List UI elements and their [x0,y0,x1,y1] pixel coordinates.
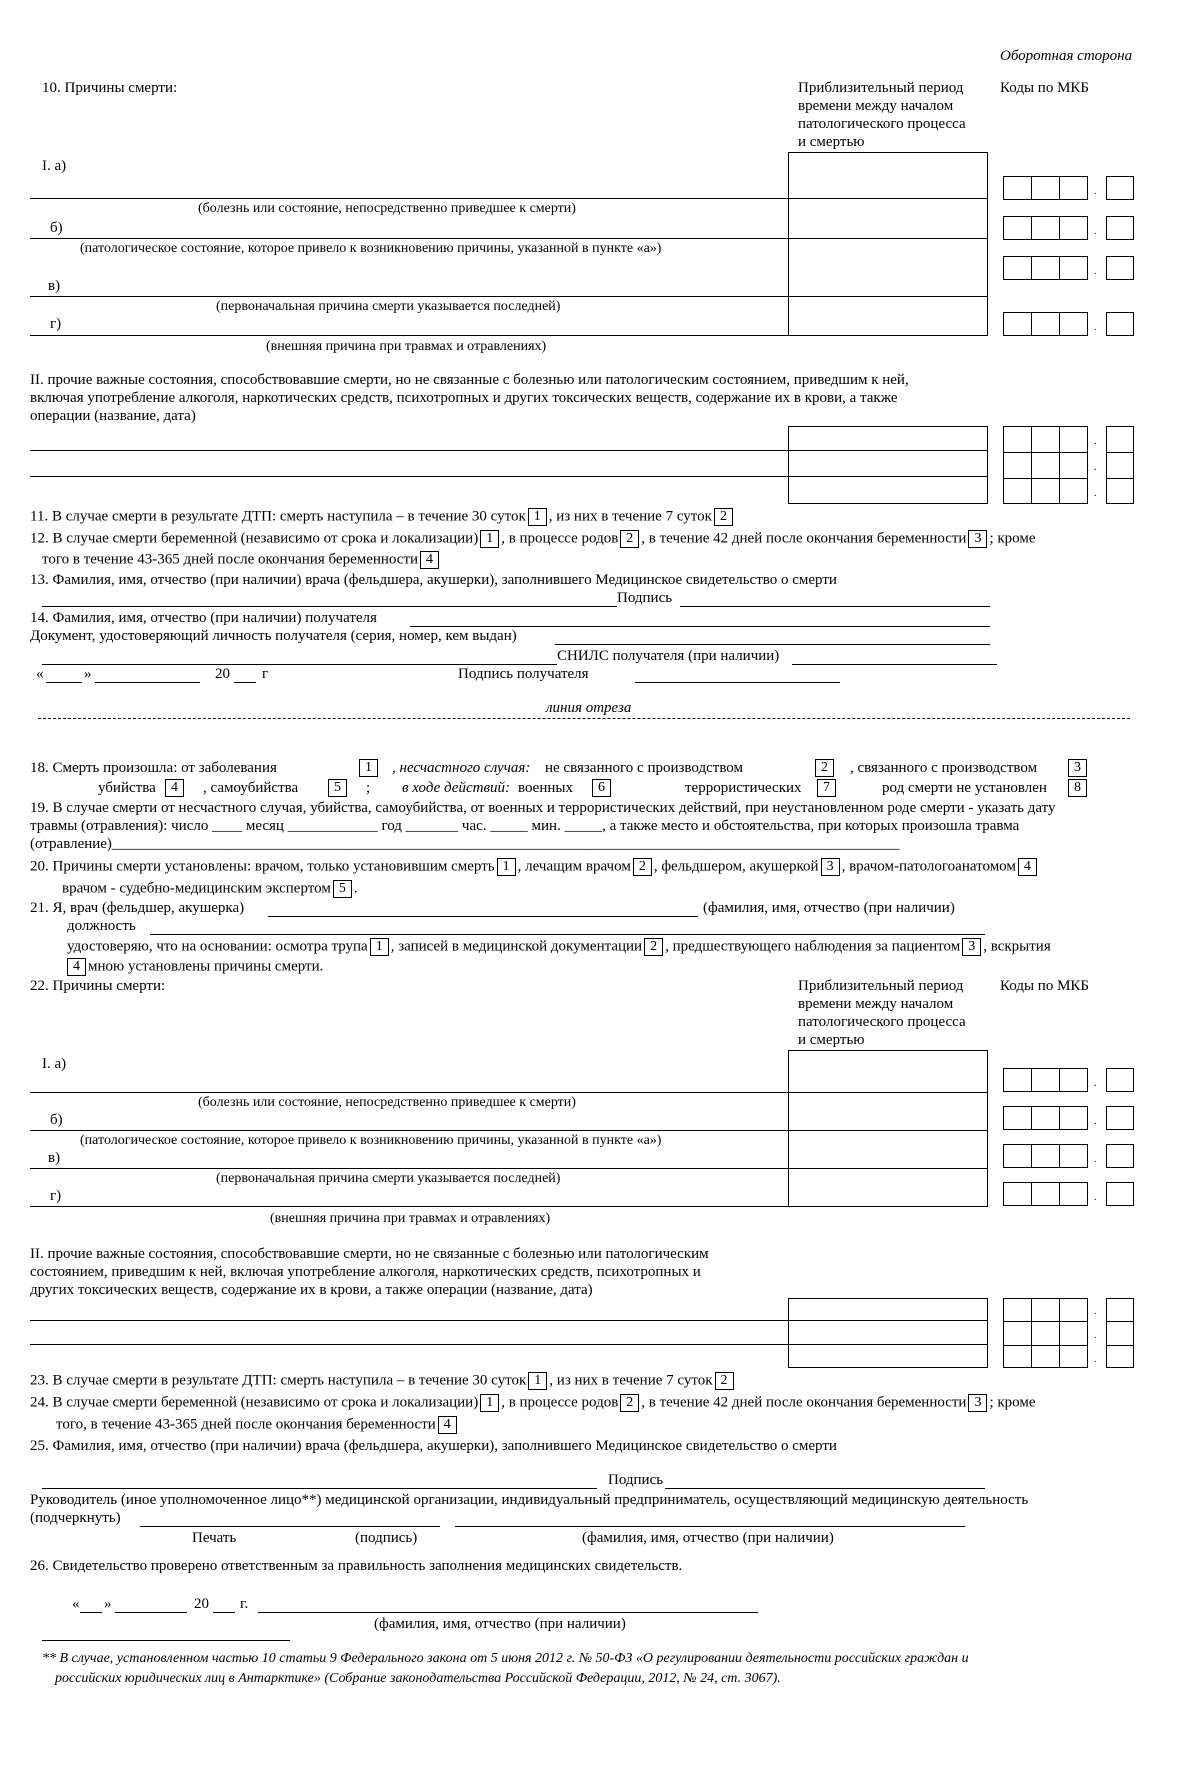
head-label: Руководитель (иное уполномоченное лицо**) медицинской организации, индивидуальный предприниматель, осуществляющий медицинскую деятельность [30,1492,1029,1508]
pregnancy-code-4[interactable]: 4 [420,551,439,569]
murder-label: убийства [98,780,156,796]
basis-code-2[interactable]: 2 [644,938,663,956]
in-action-label: в ходе действий: [402,780,510,796]
icd-codes-header: Коды по МКБ [1000,80,1090,96]
work-accident-code[interactable]: 3 [1068,759,1087,777]
position-label: должность [67,918,136,934]
basis-code-1[interactable]: 1 [370,938,389,956]
section-21-cont: 4 мною установлены причины смерти. [67,958,323,976]
doctor2-sign-label: Подпись [608,1472,664,1488]
date2-year-field[interactable] [213,1612,235,1613]
section-13: 13. Фамилия, имя, отчество (при наличии) врача (фельдшера, акушерки), заполнившего Медицинское свидетельство о смерти [30,572,837,588]
section-21-basis: удостоверяю, что на основании: осмотра трупа 1 , записей в медицинской документации 2 , предшествующего наблюдения за пациентом 3 , вскрытия [67,938,1051,955]
date2-day-field[interactable] [80,1612,102,1613]
section-23: 23. В случае смерти в результате ДТП: смерть наступила – в течение 30 суток 1 , из них в течение 7 суток 2 [30,1372,736,1390]
cause2-a-note: (болезнь или состояние, непосредственно приведшее к смерти) [198,1095,576,1110]
doctor-sign-label: Подпись [617,590,673,606]
suicide-sep: ; [366,780,371,796]
period2-box[interactable] [788,1050,988,1207]
undetermined-label: род смерти не установлен [882,780,1047,796]
date2-year-prefix: 20 [194,1596,209,1612]
section-14: 14. Фамилия, имя, отчество (при наличии) получателя [30,610,377,626]
recipient-sign-label: Подпись получателя [458,666,589,682]
pregnancy-code-3[interactable]: 3 [968,530,987,548]
dtp2-30-days-code[interactable]: 1 [528,1372,547,1390]
doctor-name-hint: (фамилия, имя, отчество (при наличии) [703,900,955,916]
cause2-v-label: в) [48,1150,61,1166]
cause2-g-note: (внешняя причина при травмах и отравлениях) [270,1211,551,1226]
basis-code-3[interactable]: 3 [962,938,981,956]
section-24: 24. В случае смерти беременной (независимо от срока и локализации) 1 , в процессе родов 2 , в течение 42 дней после окончания беременности 3 ; кроме [30,1394,1036,1411]
period-box[interactable] [788,152,988,336]
head-name-field[interactable] [455,1526,965,1527]
date2-open-quote: « [72,1596,80,1612]
dtp2-7-days-code[interactable]: 2 [715,1372,734,1390]
cause-v-note: (первоначальная причина смерти указывается последней) [216,299,561,314]
non-work-accident-label: не связанного с производством [545,760,744,776]
established-code-1[interactable]: 1 [497,858,516,876]
period-line-3: патологического процесса [798,116,966,132]
suicide-label: , самоубийства [203,780,299,796]
section-22-ii-line-1: II. прочие важные состояния, способствовавшие смерти, но не связанные с болезнью или патологическим [30,1246,709,1262]
recipient-doc-label: Документ, удостоверяющий личность получателя (серия, номер, кем выдан) [30,628,517,644]
recipient-sign-field[interactable] [635,682,840,683]
section-25: 25. Фамилия, имя, отчество (при наличии) врача (фельдшера, акушерки), заполнившего Медицинское свидетельство о смерти [30,1438,837,1454]
section-22-ii-line-2: состоянием, приведшим к ней, включая употребление алкоголя, наркотических средств, психотропных и [30,1264,701,1280]
period-line-4: и смертью [798,134,865,150]
doctor2-sign-field[interactable] [665,1488,985,1489]
period2-line-3: патологического процесса [798,1014,966,1030]
pregnancy2-code-1[interactable]: 1 [480,1394,499,1412]
pregnancy2-code-2[interactable]: 2 [620,1394,639,1412]
section-19-line-2[interactable]: травмы (отравления): число ____ месяц ____________ год _______ час. _____ мин. _____, а также место и обстоятельства, при которых произошла травма [30,818,1020,834]
section-19-line-1: 19. В случае смерти от несчастного случая, убийства, самоубийства, от военных и террористических действий, при неустановленном роде смерти - указать дату [30,800,1056,816]
established-code-5[interactable]: 5 [333,880,352,898]
underline-hint: (подчеркнуть) [30,1510,121,1526]
section-10-title: 10. Причины смерти: [42,80,178,96]
date2-month-field[interactable] [115,1612,187,1613]
established-code-3[interactable]: 3 [821,858,840,876]
footnote-line-1: ** В случае, установленном частью 10 статьи 9 Федерального закона от 5 июня 2012 г. № 50-ФЗ «О регулировании деятельности российских граждан и [42,1651,969,1666]
basis-code-4[interactable]: 4 [67,958,86,976]
section-22-title: 22. Причины смерти: [30,978,166,994]
date2-year-suffix: г. [240,1596,249,1612]
military-label: военных [518,780,573,796]
icd-codes-header-2: Коды по МКБ [1000,978,1090,994]
section-12-cont: того в течение 43-365 дней после окончания беременности 4 [42,551,441,569]
position-field[interactable] [150,934,985,935]
date-month-field[interactable] [95,682,200,683]
snils-field[interactable] [792,664,997,665]
section-26: 26. Свидетельство проверено ответственным за правильность заполнения медицинских свидетельств. [30,1558,683,1574]
head-fio-hint: (фамилия, имя, отчество (при наличии) [582,1530,834,1546]
cause-b-note: (патологическое состояние, которое привело к возникновению причины, указанной в пункте «а») [80,241,662,256]
head-position-field[interactable] [140,1526,440,1527]
section-24-cont: того, в течение 43-365 дней после окончания беременности 4 [56,1416,459,1434]
suicide-code[interactable]: 5 [328,779,347,797]
stamp-label: Печать [192,1530,237,1546]
doctor2-fio-field[interactable] [42,1488,597,1489]
cause-v-label: в) [48,278,61,294]
page-side-label: Оборотная сторона [1000,48,1133,64]
non-work-accident-code[interactable]: 2 [815,759,834,777]
death-disease-code[interactable]: 1 [359,759,378,777]
other-period-box[interactable] [788,426,988,504]
terror-code[interactable]: 7 [817,779,836,797]
cause-g-note: (внешняя причина при травмах и отравлениях) [266,339,547,354]
cause-a-note: (болезнь или состояние, непосредственно приведшее к смерти) [198,201,576,216]
cut-line [38,718,1130,719]
period-line-1: Приблизительный период [798,80,964,96]
cause2-v-note: (первоначальная причина смерти указывается последней) [216,1171,561,1186]
cause2-g-label: г) [50,1188,62,1204]
established-code-2[interactable]: 2 [633,858,652,876]
doctor-sign-field[interactable] [680,606,990,607]
murder-code[interactable]: 4 [165,779,184,797]
cause2-a-label: I. а) [42,1056,67,1072]
accident-label: , несчастного случая: [392,760,531,776]
section-12: 12. В случае смерти беременной (независимо от срока и локализации) 1 , в процессе родов 2 , в течение 42 дней после окончания беременности 3 ; кроме [30,530,1036,547]
checker-name-field[interactable] [258,1612,758,1613]
section-10-ii-line-3: операции (название, дата) [30,408,196,424]
doctor-fio-field[interactable] [42,606,617,607]
dtp-30-days-code[interactable]: 1 [528,508,547,526]
established-code-4[interactable]: 4 [1018,858,1037,876]
pregnancy-code-1[interactable]: 1 [480,530,499,548]
recipient-doc-field[interactable] [555,644,990,645]
footnote-separator [42,1640,290,1641]
cut-line-label: линия отреза [546,700,632,716]
cause2-b-note: (патологическое состояние, которое привело к возникновению причины, указанной в пункте «а») [80,1133,662,1148]
cause-b-label: б) [50,220,63,236]
date-open-quote: « [36,666,44,682]
pregnancy-code-2[interactable]: 2 [620,530,639,548]
military-code[interactable]: 6 [592,779,611,797]
period2-line-4: и смертью [798,1032,865,1048]
section-11: 11. В случае смерти в результате ДТП: смерть наступила – в течение 30 суток 1 , из них в течение 7 суток 2 [30,508,735,526]
section-20: 20. Причины смерти установлены: врачом, только установившим смерть 1 , лечащим врачом 2 , фельдшером, акушеркой 3 , врачом-патологоанатомом 4 [30,858,1039,876]
section-21-label: 21. Я, врач (фельдшер, акушерка) [30,900,245,916]
dtp-7-days-code[interactable]: 2 [714,508,733,526]
section-18-label: 18. Смерть произошла: от заболевания [30,760,277,776]
footnote-line-2: российских юридических лиц в Антарктике» (Собрание законодательства Российской Федерации, 2012, № 24, ст. 3067). [55,1671,781,1686]
checker-fio-hint: (фамилия, имя, отчество (при наличии) [374,1616,626,1632]
recipient-doc-field-2[interactable] [42,664,557,665]
date2-close-quote: » [104,1596,112,1612]
cause-g-label: г) [50,316,62,332]
undetermined-code[interactable]: 8 [1068,779,1087,797]
period-line-2: времени между началом [798,98,954,114]
period2-line-2: времени между началом [798,996,954,1012]
section-22-ii-line-3: других токсических веществ, содержание их в крови, а также операции (название, дата) [30,1282,593,1298]
date-year-prefix: 20 [215,666,230,682]
section-20-cont: врачом - судебно-медицинским экспертом 5 . [62,880,358,897]
cause2-b-label: б) [50,1112,63,1128]
signature-label: (подпись) [355,1530,418,1546]
doctor-name-field[interactable] [268,916,698,917]
date-year-field[interactable] [234,682,256,683]
terror-label: террористических [685,780,802,796]
section-10-ii-line-1: II. прочие важные состояния, способствовавшие смерти, но не связанные с болезнью или патологическим состоянием, приведшим к ней, [30,372,909,388]
pregnancy2-code-4[interactable]: 4 [438,1416,457,1434]
date-year-suffix: г [262,666,269,682]
other2-period-box[interactable] [788,1298,988,1368]
cause-a-label: I. а) [42,158,67,174]
date-close-quote: » [84,666,92,682]
period2-line-1: Приблизительный период [798,978,964,994]
recipient-fio-field[interactable] [410,626,990,627]
snils-label: СНИЛС получателя (при наличии) [557,648,780,664]
date-day-field[interactable] [46,682,82,683]
section-10-ii-line-2: включая употребление алкоголя, наркотических средств, психотропных и других токсических веществ, содержание их в крови, а также [30,390,898,406]
work-accident-label: , связанного с производством [850,760,1038,776]
section-19-line-3[interactable]: (отравление)_________________________________________________________________________________________________________ [30,836,900,852]
pregnancy2-code-3[interactable]: 3 [968,1394,987,1412]
